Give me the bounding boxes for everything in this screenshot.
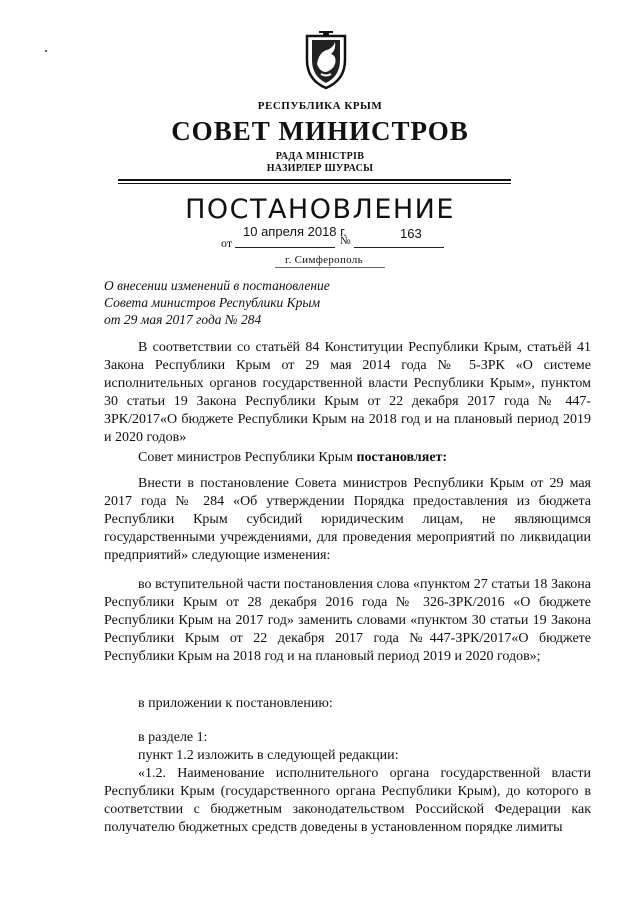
republic-name: РЕСПУБЛИКА КРЫМ	[257, 100, 383, 112]
scan-speck	[45, 50, 47, 52]
date-prefix: от	[221, 236, 233, 250]
city-underline	[275, 267, 385, 268]
header-rule-thin	[118, 183, 511, 184]
council-name: СОВЕТ МИНИСТРОВ	[171, 116, 469, 146]
council-name-crimean-tatar: НАЗИРЛЕР ШУРАСЫ	[266, 163, 374, 174]
date-underline	[235, 247, 335, 248]
section-line: в разделе 1:	[138, 730, 208, 745]
handwritten-date: 10 апреля 2018 г.	[243, 224, 347, 239]
annex-paragraph: в приложении к постановлению:	[138, 696, 333, 711]
subject-line: Совета министров Республики Крым	[104, 295, 321, 310]
resolves-paragraph	[104, 449, 591, 467]
section-line: пункт 1.2 изложить в следующей редакции:	[138, 748, 399, 763]
number-sign: №	[340, 235, 351, 247]
amendment-intro-paragraph: Внести в постановление Совета министров Республики Крым от 29 мая 2017 года № 284 «Об утверждении Порядка предоставления из бюджета Республики Крым субсидий юридическим лицам, не являющимся государственными учреждениями, для проведения мероприятий по ликвидации предприятий» следующие изменения:	[104, 476, 591, 563]
section-paragraph	[104, 729, 591, 837]
header-rule-thick	[118, 179, 511, 181]
city: г. Симферополь	[285, 254, 363, 266]
subject-line: от 29 мая 2017 года № 284	[104, 312, 262, 327]
section-text: «1.2. Наименование исполнительного органа государственной власти Республики Крым (государственного органа Республики Крым), до которого в соответствии с бюджетным законодательством Российской Федерации как получателю бюджетных средств доведены в установленном порядке лимиты	[104, 766, 591, 835]
council-name-ukrainian: РАДА МІНІСТРІВ	[275, 151, 365, 162]
number-underline	[354, 247, 444, 248]
subject-block	[104, 277, 330, 328]
preamble-paragraph: В соответствии со статьёй 84 Конституции Республики Крым, статьёй 41 Закона Республики Крым от 29 мая 2014 года № 5-ЗРК «О системе исполнительных органов государственной власти Республики Крым», пунктом 30 статьи 19 Закона Республики Крым от 22 декабря 2017 года № 447-ЗРК/2017«О бюджете Республики Крым на 2018 год и на плановый период 2019 и 2020 годов»	[104, 340, 591, 445]
handwritten-number: 163	[400, 226, 422, 241]
resolves-keyword: постановляет:	[356, 450, 448, 465]
subject-line: О внесении изменений в постановление	[104, 278, 330, 293]
resolves-text: Совет министров Республики Крым	[138, 450, 357, 465]
amendment-paragraph-1: во вступительной части постановления слова «пунктом 27 статьи 18 Закона Республики Крым от 28 декабря 2016 года № 326-ЗРК/2016 «О бюджете Республики Крым на 2017 год» заменить словами «пунктом 30 статьи 19 Закона Республики Крым от 22 декабря 2017 года №447-ЗРК/2017«О бюджете Республики Крым на 2018 год и на плановый период 2019 и 2020 годов»;	[104, 577, 591, 664]
document-type: ПОСТАНОВЛЕНИЕ	[185, 194, 455, 225]
crimea-coat-of-arms-icon	[303, 30, 349, 90]
